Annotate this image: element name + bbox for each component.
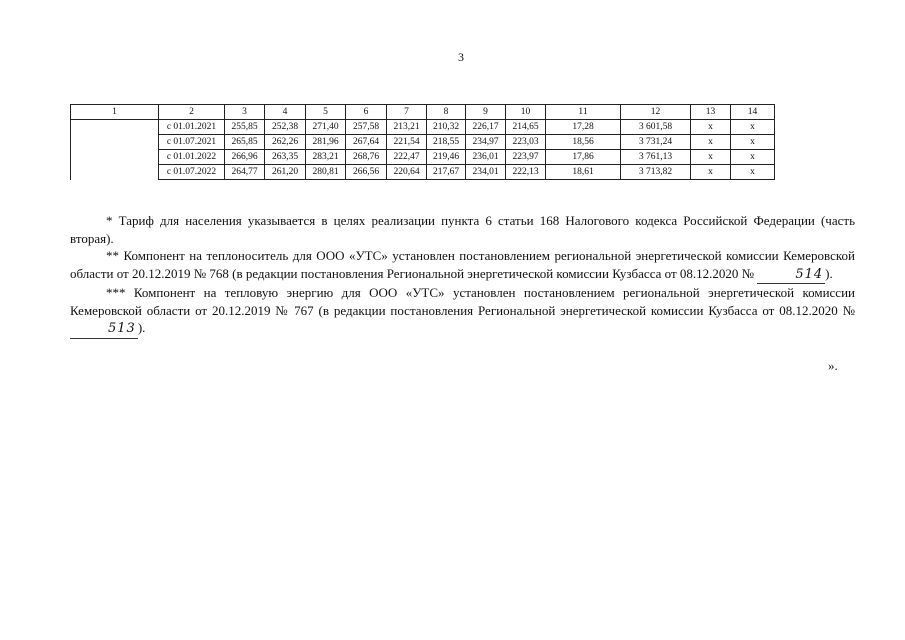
footnote-2-text: ** Компонент на теплоноситель для ООО «УТС» установлен постановлением региональной энергетической комиссии Кемеровской области от 20.12.2019 № 768 (в редакции постановления Региональной энергетической комиссии Кузбасса от 08.12.2020 №: [70, 248, 855, 281]
table-cell: 3 713,82: [621, 165, 691, 180]
table-cell: х: [691, 165, 731, 180]
handwritten-number: 514: [757, 266, 825, 285]
table-cell: 221,54: [387, 135, 427, 150]
footnotes: [70, 212, 855, 339]
table-cell: 267,64: [346, 135, 387, 150]
header-cell: 9: [466, 105, 506, 120]
date-cell: с 01.01.2022: [159, 150, 225, 165]
table-cell: 266,96: [225, 150, 265, 165]
table-cell: 283,21: [306, 150, 346, 165]
table-cell: 17,86: [546, 150, 621, 165]
table-cell: 234,97: [466, 135, 506, 150]
table-row: [71, 135, 775, 150]
closing-quote: ».: [828, 358, 838, 373]
table-cell: 236,01: [466, 150, 506, 165]
header-cell: 10: [506, 105, 546, 120]
table-cell: 3 731,24: [621, 135, 691, 150]
table-cell: х: [691, 135, 731, 150]
header-cell: 8: [427, 105, 466, 120]
table-header-row: [71, 105, 775, 120]
footnote-3-text: *** Компонент на тепловую энергию для ООО «УТС» установлен постановлением региональной энергетической комиссии Кемеровской области от 20.12.2019 № 767 (в редакции постановления Региональной энергетической комиссии Кузбасса от 08.12.2020 №: [70, 285, 855, 318]
table-cell: х: [691, 150, 731, 165]
header-cell: 11: [546, 105, 621, 120]
page-number: 3: [458, 50, 464, 64]
table-row: [71, 165, 775, 180]
header-cell: 3: [225, 105, 265, 120]
header-cell: 7: [387, 105, 427, 120]
table-cell: 18,61: [546, 165, 621, 180]
table-cell: 257,58: [346, 120, 387, 135]
header-cell: 1: [71, 105, 159, 120]
table-cell: 234,01: [466, 165, 506, 180]
table-cell: х: [731, 165, 775, 180]
tariff-table: [70, 104, 775, 180]
table-cell: х: [731, 150, 775, 165]
table-row: [71, 120, 775, 135]
header-cell: 12: [621, 105, 691, 120]
table-cell: х: [731, 120, 775, 135]
header-cell: 13: [691, 105, 731, 120]
table-cell: 223,03: [506, 135, 546, 150]
table-cell: 223,97: [506, 150, 546, 165]
table-cell: 281,96: [306, 135, 346, 150]
header-cell: 5: [306, 105, 346, 120]
footnote-2: [70, 247, 855, 284]
table-row: [71, 150, 775, 165]
table-cell: х: [691, 120, 731, 135]
footnote-1: * Тариф для населения указывается в целях реализации пункта 6 статьи 168 Налогового кодекса Российской Федерации (часть вторая).: [70, 213, 855, 246]
table-cell: 252,38: [265, 120, 306, 135]
table-cell: 262,26: [265, 135, 306, 150]
table-body: [71, 105, 775, 180]
table-cell: х: [731, 135, 775, 150]
table-cell: [71, 120, 159, 135]
table-cell: [71, 135, 159, 150]
date-cell: с 01.07.2021: [159, 135, 225, 150]
table-cell: 264,77: [225, 165, 265, 180]
table-cell: 222,13: [506, 165, 546, 180]
footnote-3: [70, 284, 855, 339]
table-cell: 220,64: [387, 165, 427, 180]
table-cell: 3 601,58: [621, 120, 691, 135]
table-cell: [71, 150, 159, 165]
table-cell: 268,76: [346, 150, 387, 165]
table-cell: 280,81: [306, 165, 346, 180]
table-cell: 222,47: [387, 150, 427, 165]
header-cell: 6: [346, 105, 387, 120]
table-cell: 271,40: [306, 120, 346, 135]
table-cell: 266,56: [346, 165, 387, 180]
table-cell: 214,65: [506, 120, 546, 135]
table-cell: 217,67: [427, 165, 466, 180]
table-cell: 255,85: [225, 120, 265, 135]
table-cell: 218,55: [427, 135, 466, 150]
table-cell: 265,85: [225, 135, 265, 150]
table-cell: 18,56: [546, 135, 621, 150]
table-cell: 263,35: [265, 150, 306, 165]
table-cell: [71, 165, 159, 180]
table-cell: 17,28: [546, 120, 621, 135]
handwritten-number: 513: [70, 320, 138, 339]
header-cell: 14: [731, 105, 775, 120]
header-cell: 2: [159, 105, 225, 120]
table-cell: 210,32: [427, 120, 466, 135]
date-cell: с 01.01.2021: [159, 120, 225, 135]
table-cell: 219,46: [427, 150, 466, 165]
table-cell: 3 761,13: [621, 150, 691, 165]
date-cell: с 01.07.2022: [159, 165, 225, 180]
table-cell: 261,20: [265, 165, 306, 180]
footnote-3-end: ).: [137, 320, 146, 335]
table-cell: 226,17: [466, 120, 506, 135]
header-cell: 4: [265, 105, 306, 120]
footnote-2-end: ).: [825, 265, 833, 281]
table-cell: 213,21: [387, 120, 427, 135]
